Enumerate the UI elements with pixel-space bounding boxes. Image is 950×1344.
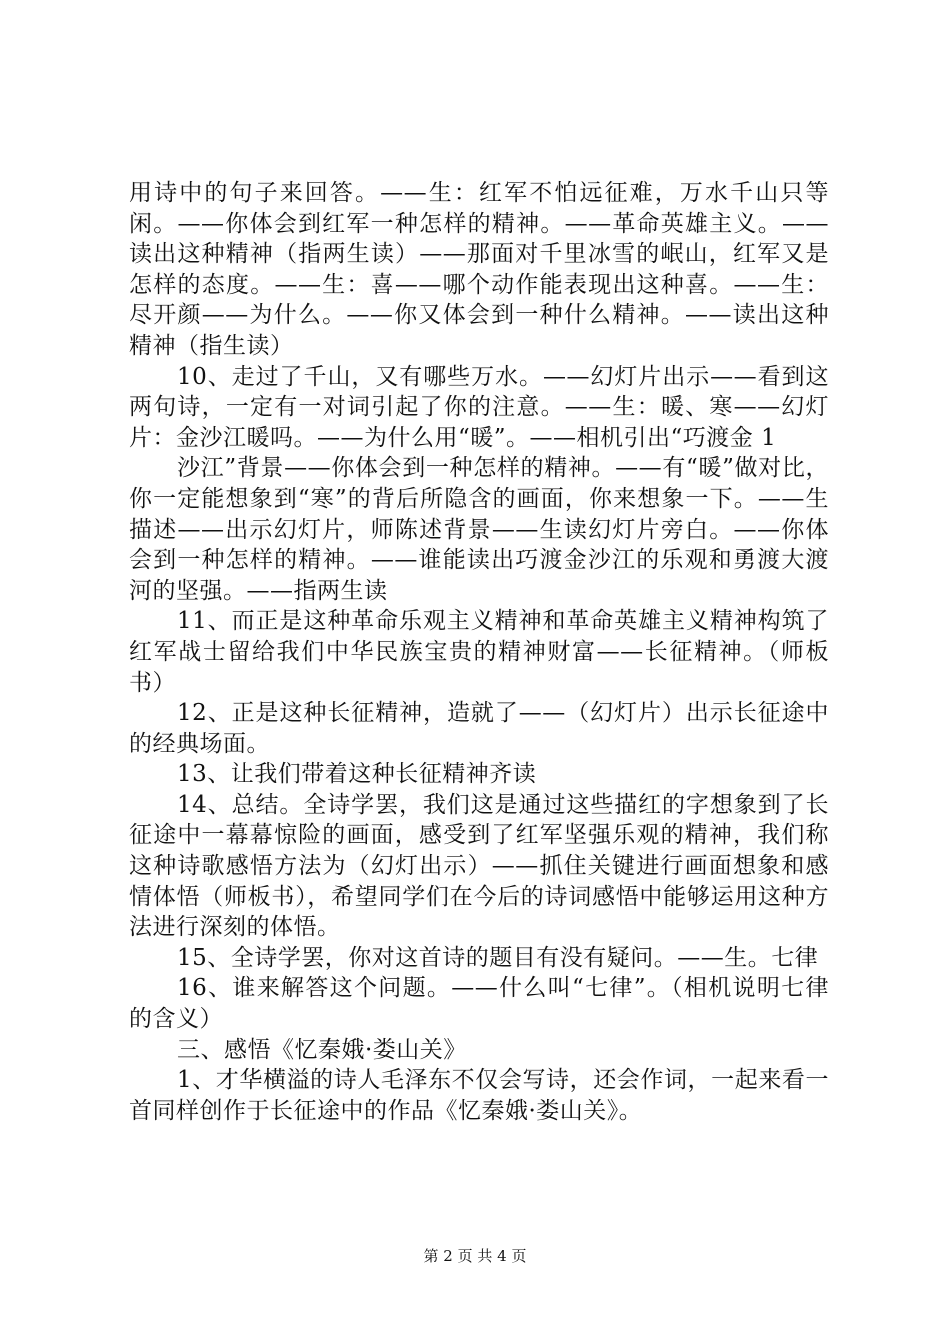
section-heading: 三、感悟《忆秦娥·娄山关》 [177, 1036, 467, 1063]
paragraph: 10、走过了千山，又有哪些万水。——幻灯片出示——看到这两句诗，一定有一对词引起了你的注意。——生：暖、寒——幻灯片：金沙江暖吗。——为什么用“暖”。——相机引出“巧渡金 1 [129, 363, 829, 451]
paragraph: 12、正是这种长征精神，造就了——（幻灯片）出示长征途中的经典场面。 [129, 700, 829, 757]
paragraph: 1、才华横溢的诗人毛泽东不仅会写诗，还会作词，一起来看一首同样创作于长征途中的作品《忆秦娥·娄山关》。 [129, 1067, 829, 1124]
paragraph: 沙江”背景——你体会到一种怎样的精神。——有“暖”做对比，你一定能想象到“寒”的背后所隐含的画面，你来想象一下。——生描述——出示幻灯片，师陈述背景——生读幻灯片旁白。——你体会到一种怎样的精神。——谁能读出巧渡金沙江的乐观和勇渡大渡河的坚强。——指两生读 [129, 455, 829, 604]
document-body [129, 178, 829, 1126]
paragraph: 11、而正是这种革命乐观主义精神和革命英雄主义精神构筑了红军战士留给我们中华民族宝贵的精神财富——长征精神。（师板书） [129, 608, 829, 696]
paragraph: 用诗中的句子来回答。——生：红军不怕远征难，万水千山只等闲。——你体会到红军一种怎样的精神。——革命英雄主义。——读出这种精神（指两生读）——那面对千里冰雪的岷山，红军又是怎样的态度。——生：喜——哪个动作能表现出这种喜。——生：尽开颜——为什么。——你又体会到一种什么精神。——读出这种精神（指生读） [129, 180, 829, 359]
paragraph: 15、全诗学罢，你对这首诗的题目有没有疑问。——生。七律 [177, 944, 819, 971]
page-footer: 第 2 页 共 4 页 [423, 1247, 527, 1265]
paragraph: 16、谁来解答这个问题。——什么叫“七律”。（相机说明七律的含义） [129, 975, 829, 1033]
paragraph: 13、让我们带着这种长征精神齐读 [177, 761, 537, 788]
paragraph: 14、总结。全诗学罢，我们这是通过这些描红的字想象到了长征途中一幕幕惊险的画面，感受到了红军坚强乐观的精神，我们称这种诗歌感悟方法为（幻灯出示）——抓住关键进行画面想象和感情体悟（师板书），希望同学们在今后的诗词感悟中能够运用这种方法进行深刻的体悟。 [129, 791, 829, 941]
